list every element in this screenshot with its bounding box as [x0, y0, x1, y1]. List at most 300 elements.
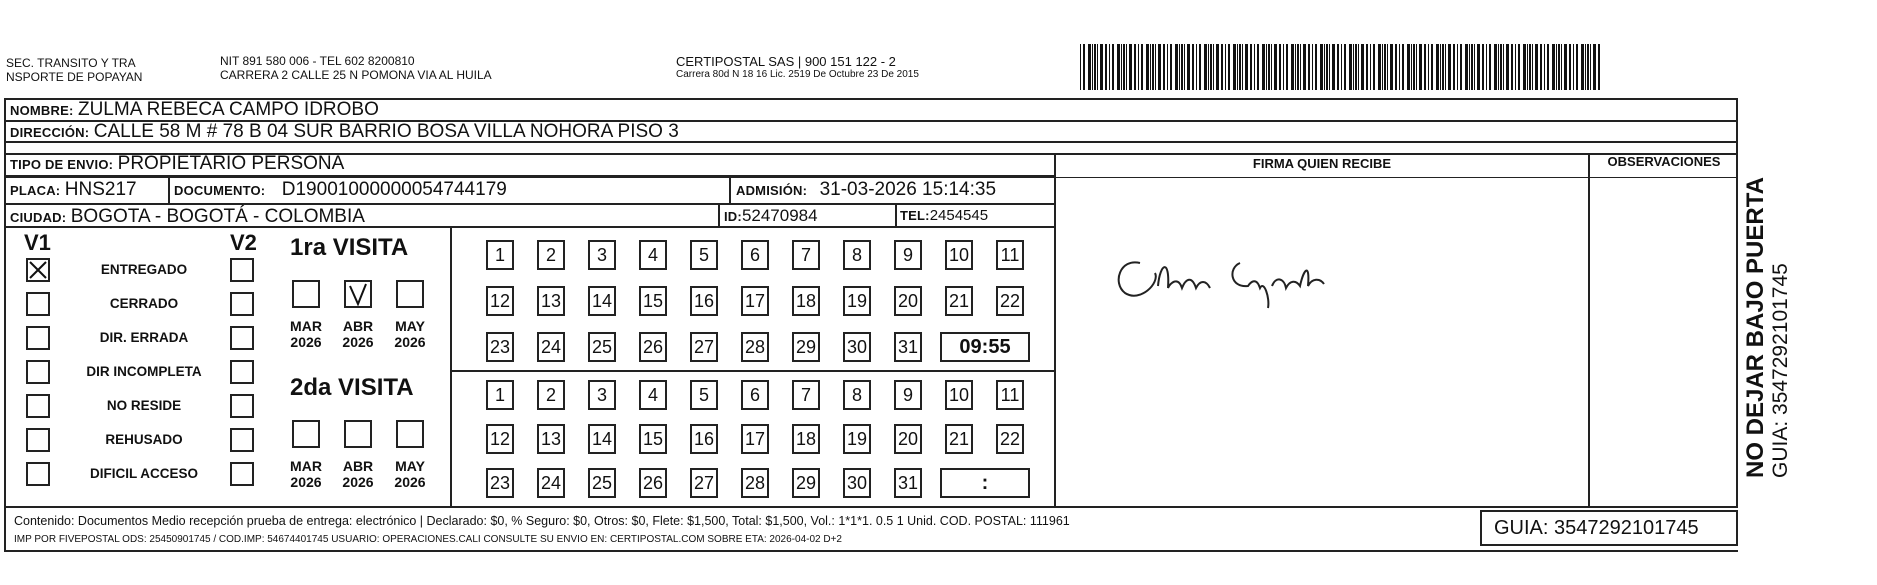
barcode-bar — [1155, 44, 1156, 90]
name-label: NOMBRE: — [10, 103, 74, 118]
barcode-bar — [1208, 44, 1209, 90]
barcode-bar — [1407, 44, 1410, 90]
barcode-bar — [1146, 44, 1149, 90]
barcode-bar — [1286, 44, 1288, 90]
day-cell[interactable]: 24 — [537, 332, 565, 362]
barcode-bar — [1112, 44, 1114, 90]
barcode-bar — [1523, 44, 1526, 90]
day-cell[interactable]: 7 — [792, 380, 820, 410]
day-cell[interactable]: 26 — [639, 468, 667, 498]
barcode-bar — [1129, 44, 1132, 90]
barcode-bar — [1210, 44, 1212, 90]
barcode-bar — [1187, 44, 1190, 90]
barcode-bar — [1370, 44, 1371, 90]
city-value: BOGOTA - BOGOTÁ - COLOMBIA — [70, 206, 365, 227]
v2-checkbox[interactable] — [230, 326, 254, 350]
plate-label: PLACA: — [10, 183, 61, 198]
barcode-bar — [1141, 44, 1143, 90]
barcode-bar — [1471, 44, 1473, 90]
month-checkbox[interactable] — [292, 280, 320, 308]
barcode-bar — [1100, 44, 1103, 90]
barcode-bar — [1308, 44, 1310, 90]
day-cell[interactable]: 20 — [894, 286, 922, 316]
day-cell[interactable]: 4 — [639, 380, 667, 410]
barcode-bar — [1598, 44, 1600, 90]
barcode-bar — [1291, 44, 1294, 90]
day-cell[interactable]: 2 — [537, 240, 565, 270]
barcode-bar — [1204, 44, 1207, 90]
v1-checkbox[interactable] — [26, 462, 50, 486]
barcode-bar — [1117, 44, 1120, 90]
month-checkbox[interactable] — [344, 420, 372, 448]
barcode-bar — [1358, 44, 1359, 90]
month-label: MAY — [395, 318, 425, 334]
month-year — [284, 318, 328, 350]
v1-checkbox[interactable] — [26, 292, 50, 316]
barcode-bar — [1552, 44, 1555, 90]
day-cell[interactable]: 29 — [792, 332, 820, 362]
month-label: ABR — [342, 458, 374, 474]
barcode-bar — [1361, 44, 1364, 90]
barcode-bar — [1474, 44, 1475, 90]
barcode-bar — [1378, 44, 1381, 90]
day-cell[interactable]: 22 — [996, 286, 1024, 316]
year-label: 2026 — [290, 474, 322, 490]
plate-value: HNS217 — [64, 179, 137, 200]
barcode-bar — [1266, 44, 1267, 90]
barcode-bar — [1453, 44, 1455, 90]
v2-checkbox[interactable] — [230, 360, 254, 384]
barcode-bar — [1109, 44, 1110, 90]
barcode-bar — [1320, 44, 1323, 90]
status-option-label: DIFICIL ACCESO — [89, 466, 198, 481]
barcode-bar — [1431, 44, 1433, 90]
barcode-bar — [1138, 44, 1139, 90]
barcode-bar — [1257, 44, 1259, 90]
admission-label: ADMISIÓN: — [736, 183, 808, 198]
barcode-bar — [1384, 44, 1386, 90]
barcode-bar — [1312, 44, 1313, 90]
barcode-bar — [1297, 44, 1299, 90]
day-cell[interactable]: 8 — [843, 240, 871, 270]
day-cell[interactable]: 23 — [486, 468, 514, 498]
barcode-bar — [1465, 44, 1468, 90]
observations-label: OBSERVACIONES — [1607, 154, 1721, 169]
status-option-label: NO RESIDE — [106, 398, 182, 413]
barcode-bar — [1181, 44, 1183, 90]
barcode-bar — [1092, 44, 1093, 90]
day-cell[interactable]: 19 — [843, 286, 871, 316]
barcode-bar — [1411, 44, 1412, 90]
barcode-bar — [1387, 44, 1388, 90]
barcode-bar — [1083, 44, 1085, 90]
tel-row — [900, 207, 988, 225]
barcode-bar — [1196, 44, 1197, 90]
day-cell[interactable]: 21 — [945, 286, 973, 316]
barcode-bar — [1349, 44, 1352, 90]
barcode-bar — [1518, 44, 1520, 90]
id-row — [724, 206, 818, 226]
year-label: 2026 — [394, 334, 426, 350]
year-label: 2026 — [290, 334, 322, 350]
barcode-bar — [1315, 44, 1317, 90]
barcode-bar — [1402, 44, 1404, 90]
barcode-bar — [1167, 44, 1168, 90]
year-label: 2026 — [342, 474, 374, 490]
barcode-bar — [1532, 44, 1533, 90]
barcode-bar — [1158, 44, 1161, 90]
barcode-bar — [1581, 44, 1584, 90]
day-cell[interactable]: 13 — [537, 286, 565, 316]
document-row — [174, 179, 507, 201]
day-cell[interactable]: 15 — [639, 424, 667, 454]
barcode-bar — [1225, 44, 1226, 90]
day-cell[interactable]: 27 — [690, 332, 718, 362]
barcode-bar — [1564, 44, 1567, 90]
carrier-name: CERTIPOSTAL SAS | 900 151 122 - 2 — [676, 54, 896, 69]
barcode-bar — [1242, 44, 1243, 90]
issuer-contact — [220, 54, 492, 82]
name-row — [10, 99, 379, 121]
day-cell[interactable]: 18 — [792, 286, 820, 316]
day-cell[interactable]: 24 — [537, 468, 565, 498]
barcode-bar — [1416, 44, 1417, 90]
admission-row — [736, 179, 996, 201]
barcode-bar — [1436, 44, 1439, 90]
barcode-bar — [1506, 44, 1509, 90]
signature-label: FIRMA QUIEN RECIBE — [1252, 156, 1392, 171]
day-cell[interactable]: 9 — [894, 240, 922, 270]
guide-number: GUIA: 3547292101745 — [1494, 517, 1699, 539]
barcode-bar — [1511, 44, 1513, 90]
barcode-bar — [1088, 44, 1091, 90]
barcode-bar — [1295, 44, 1296, 90]
barcode-bar — [1460, 44, 1462, 90]
barcode-bar — [1489, 44, 1491, 90]
barcode-bar — [1121, 44, 1122, 90]
barcode-bar — [1271, 44, 1272, 90]
barcode-bar — [1457, 44, 1458, 90]
barcode-bar — [1486, 44, 1487, 90]
carrier-address: Carrera 80d N 18 16 Lic. 2519 De Octubre 23 De 2015 — [676, 69, 919, 80]
issuer-nit: NIT 891 580 006 - TEL 602 8200810 — [220, 54, 415, 68]
barcode-bar — [1216, 44, 1219, 90]
day-cell[interactable]: 17 — [741, 424, 769, 454]
plate-row — [10, 179, 137, 201]
barcode-bar — [1544, 44, 1545, 90]
barcode-bar — [1175, 44, 1178, 90]
barcode-bar — [1250, 44, 1252, 90]
month-label: MAR — [290, 318, 322, 334]
barcode-bar — [1527, 44, 1528, 90]
barcode-bar — [1529, 44, 1531, 90]
barcode-bar — [1344, 44, 1346, 90]
barcode-bar — [1150, 44, 1151, 90]
first-visit-title: 1ra VISITA — [290, 234, 409, 261]
issuer-line1: SEC. TRANSITO Y TRA — [6, 56, 136, 70]
day-cell[interactable]: 11 — [996, 380, 1024, 410]
day-cell[interactable]: 12 — [486, 424, 514, 454]
day-cell[interactable]: 8 — [843, 380, 871, 410]
side-guide: GUIA: 3547292101745 — [1769, 263, 1792, 478]
day-cell[interactable]: 15 — [639, 286, 667, 316]
month-year — [284, 458, 328, 490]
barcode-bar — [1515, 44, 1516, 90]
day-cell[interactable]: 6 — [741, 240, 769, 270]
day-cell[interactable]: 22 — [996, 424, 1024, 454]
barcode-bar — [1494, 44, 1497, 90]
barcode-bar — [1245, 44, 1248, 90]
day-cell[interactable]: 16 — [690, 424, 718, 454]
type-row — [10, 153, 344, 175]
side-text — [1742, 177, 1793, 478]
day-cell[interactable]: 14 — [588, 286, 616, 316]
month-checkbox[interactable] — [396, 280, 424, 308]
day-cell[interactable]: 1 — [486, 380, 514, 410]
month-checkbox[interactable] — [292, 420, 320, 448]
barcode-bar — [1593, 44, 1596, 90]
day-cell[interactable]: 18 — [792, 424, 820, 454]
day-cell[interactable]: 14 — [588, 424, 616, 454]
barcode-bar — [1587, 44, 1589, 90]
day-cell[interactable]: 17 — [741, 286, 769, 316]
barcode-bar — [1558, 44, 1560, 90]
day-cell[interactable]: 31 — [894, 332, 922, 362]
day-cell[interactable]: 13 — [537, 424, 565, 454]
month-year — [388, 458, 432, 490]
day-cell[interactable]: 3 — [588, 240, 616, 270]
contents-line: Contenido: Documentos Medio recepción prueba de entrega: electrónico | Declarado: $0, % Seguro: $0, Otros: $0, Flete: $1,500, Total: $1,500, Vol.: 1*1*1. 0.5 1 Unid. COD. POSTAL: 111961 — [14, 514, 1070, 528]
day-cell[interactable]: 11 — [996, 240, 1024, 270]
document-value: D19001000000054744179 — [281, 179, 507, 200]
barcode-bar — [1283, 44, 1284, 90]
barcode-bar — [1535, 44, 1538, 90]
day-cell[interactable]: 25 — [588, 468, 616, 498]
barcode-bar — [1576, 44, 1578, 90]
v1-checkbox[interactable] — [26, 360, 50, 384]
recipient-name: ZULMA REBECA CAMPO IDROBO — [77, 99, 379, 120]
barcode-bar — [1341, 44, 1342, 90]
second-visit-title: 2da VISITA — [290, 374, 414, 401]
barcode-bar — [1123, 44, 1125, 90]
barcode-bar — [1324, 44, 1325, 90]
day-cell[interactable]: 23 — [486, 332, 514, 362]
month-label: MAY — [395, 458, 425, 474]
barcode-bar — [1326, 44, 1328, 90]
barcode-bar — [1498, 44, 1499, 90]
day-cell[interactable]: 4 — [639, 240, 667, 270]
barcode-bar — [1395, 44, 1397, 90]
month-year — [388, 318, 432, 350]
year-label: 2026 — [342, 334, 374, 350]
day-cell[interactable]: 28 — [741, 332, 769, 362]
barcode-bar — [1399, 44, 1400, 90]
id-value: 52470984 — [741, 206, 818, 225]
visit-time-box[interactable]: 09:55 — [940, 332, 1030, 362]
status-option-label: CERRADO — [109, 296, 179, 311]
barcode-bar — [1353, 44, 1354, 90]
v1-checkbox[interactable] — [26, 326, 50, 350]
day-cell[interactable]: 21 — [945, 424, 973, 454]
v2-checkbox[interactable] — [230, 258, 254, 282]
day-cell[interactable]: 10 — [945, 240, 973, 270]
barcode-bar — [1199, 44, 1201, 90]
barcode-bar — [1477, 44, 1480, 90]
barcode-bar — [1237, 44, 1238, 90]
day-cell[interactable]: 12 — [486, 286, 514, 316]
day-cell[interactable]: 5 — [690, 380, 718, 410]
barcode-bar — [1126, 44, 1127, 90]
city-row — [10, 206, 365, 228]
barcode-bar — [1094, 44, 1096, 90]
address-row — [10, 121, 679, 143]
barcode-bar — [1184, 44, 1185, 90]
v1-checkbox[interactable] — [26, 258, 50, 282]
print-info-line: IMP POR FIVEPOSTAL ODS: 25450901745 / COD.IMP: 54674401745 USUARIO: OPERACIONES.CALI CONSULTE SU ENVIO EN: CERTIPOSTAL.COM SOBRE ETA: 2026-04-02 D+2 — [14, 534, 842, 545]
admission-value: 31-03-2026 15:14:35 — [819, 179, 997, 200]
v1-label: V1 — [24, 230, 51, 255]
issuer-line2: NSPORTE DE POPAYAN — [6, 70, 143, 84]
barcode-bar — [1268, 44, 1270, 90]
day-cell[interactable]: 27 — [690, 468, 718, 498]
barcode-bar — [1279, 44, 1281, 90]
side-warning: NO DEJAR BAJO PUERTA — [1742, 177, 1769, 478]
v2-checkbox[interactable] — [230, 394, 254, 418]
day-cell[interactable]: 1 — [486, 240, 514, 270]
barcode-bar — [1303, 44, 1306, 90]
v2-checkbox[interactable] — [230, 462, 254, 486]
visit-time-box[interactable]: : — [940, 468, 1030, 498]
day-cell[interactable]: 6 — [741, 380, 769, 410]
shipment-type: PROPIETARIO PERSONA — [117, 153, 345, 174]
barcode-bar — [1337, 44, 1339, 90]
barcode-bar — [1413, 44, 1415, 90]
barcode-bar — [1482, 44, 1484, 90]
v2-label: V2 — [230, 230, 257, 255]
month-year — [336, 458, 380, 490]
day-cell[interactable]: 2 — [537, 380, 565, 410]
barcode-bar — [1585, 44, 1586, 90]
issuer-name — [6, 56, 142, 84]
year-label: 2026 — [394, 474, 426, 490]
tel-value: 2454545 — [929, 207, 989, 224]
barcode-bar — [1540, 44, 1542, 90]
barcode-bar — [1503, 44, 1504, 90]
month-checkbox[interactable] — [344, 280, 372, 308]
month-checkbox[interactable] — [396, 420, 424, 448]
barcode-bar — [1590, 44, 1591, 90]
barcode — [1080, 44, 1605, 90]
barcode-bar — [1556, 44, 1557, 90]
barcode-bar — [1179, 44, 1180, 90]
barcode-bar — [1152, 44, 1154, 90]
barcode-bar — [1573, 44, 1574, 90]
barcode-bar — [1355, 44, 1357, 90]
barcode-bar — [1105, 44, 1107, 90]
recipient-address: CALLE 58 M # 78 B 04 SUR BARRIO BOSA VILLA NOHORA PISO 3 — [93, 121, 679, 142]
barcode-bar — [1233, 44, 1236, 90]
barcode-bar — [1332, 44, 1335, 90]
issuer-address: CARRERA 2 CALLE 25 N POMONA VIA AL HUILA — [220, 68, 492, 82]
v1-checkbox[interactable] — [26, 394, 50, 418]
barcode-bar — [1300, 44, 1301, 90]
v1-checkbox[interactable] — [26, 428, 50, 452]
v2-checkbox[interactable] — [230, 428, 254, 452]
barcode-bar — [1373, 44, 1375, 90]
barcode-bar — [1419, 44, 1422, 90]
barcode-bar — [1440, 44, 1441, 90]
barcode-bar — [1274, 44, 1277, 90]
day-cell[interactable]: 7 — [792, 240, 820, 270]
city-label: CIUDAD: — [10, 210, 67, 225]
barcode-bar — [1442, 44, 1444, 90]
barcode-bar — [1163, 44, 1165, 90]
barcode-bar — [1445, 44, 1446, 90]
day-cell[interactable]: 3 — [588, 380, 616, 410]
barcode-bar — [1569, 44, 1571, 90]
address-label: DIRECCIÓN: — [10, 125, 90, 140]
barcode-bar — [1254, 44, 1255, 90]
recipient-signature — [1100, 228, 1420, 318]
day-cell[interactable]: 30 — [843, 332, 871, 362]
day-cell[interactable]: 10 — [945, 380, 973, 410]
v2-checkbox[interactable] — [230, 292, 254, 316]
barcode-bar — [1097, 44, 1098, 90]
day-cell[interactable]: 20 — [894, 424, 922, 454]
barcode-bar — [1170, 44, 1172, 90]
id-label: ID: — [724, 209, 742, 224]
barcode-bar — [1262, 44, 1265, 90]
month-label: ABR — [342, 318, 374, 334]
barcode-bar — [1228, 44, 1230, 90]
barcode-bar — [1500, 44, 1502, 90]
barcode-bar — [1221, 44, 1223, 90]
barcode-bar — [1366, 44, 1368, 90]
barcode-bar — [1448, 44, 1451, 90]
day-cell[interactable]: 19 — [843, 424, 871, 454]
status-option-label: ENTREGADO — [100, 262, 188, 277]
barcode-bar — [1213, 44, 1214, 90]
barcode-bar — [1329, 44, 1330, 90]
status-option-label: REHUSADO — [105, 432, 183, 447]
tel-label: TEL: — [900, 208, 930, 223]
day-cell[interactable]: 16 — [690, 286, 718, 316]
barcode-bar — [1428, 44, 1429, 90]
barcode-bar — [1080, 44, 1081, 90]
month-year — [336, 318, 380, 350]
status-option-label: DIR. ERRADA — [99, 330, 189, 345]
barcode-bar — [1469, 44, 1470, 90]
barcode-bar — [1547, 44, 1549, 90]
barcode-bar — [1561, 44, 1562, 90]
barcode-bar — [1424, 44, 1426, 90]
barcode-bar — [1192, 44, 1194, 90]
status-option-label: DIR INCOMPLETA — [86, 364, 202, 379]
day-cell[interactable]: 5 — [690, 240, 718, 270]
day-cell[interactable]: 28 — [741, 468, 769, 498]
day-cell[interactable]: 25 — [588, 332, 616, 362]
day-cell[interactable]: 9 — [894, 380, 922, 410]
barcode-bar — [1382, 44, 1383, 90]
day-cell[interactable]: 30 — [843, 468, 871, 498]
barcode-bar — [1390, 44, 1393, 90]
carrier-block — [676, 55, 919, 81]
day-cell[interactable]: 26 — [639, 332, 667, 362]
type-label: TIPO DE ENVIO: — [10, 157, 114, 172]
document-label: DOCUMENTO: — [174, 183, 266, 198]
day-cell[interactable]: 31 — [894, 468, 922, 498]
day-cell[interactable]: 29 — [792, 468, 820, 498]
